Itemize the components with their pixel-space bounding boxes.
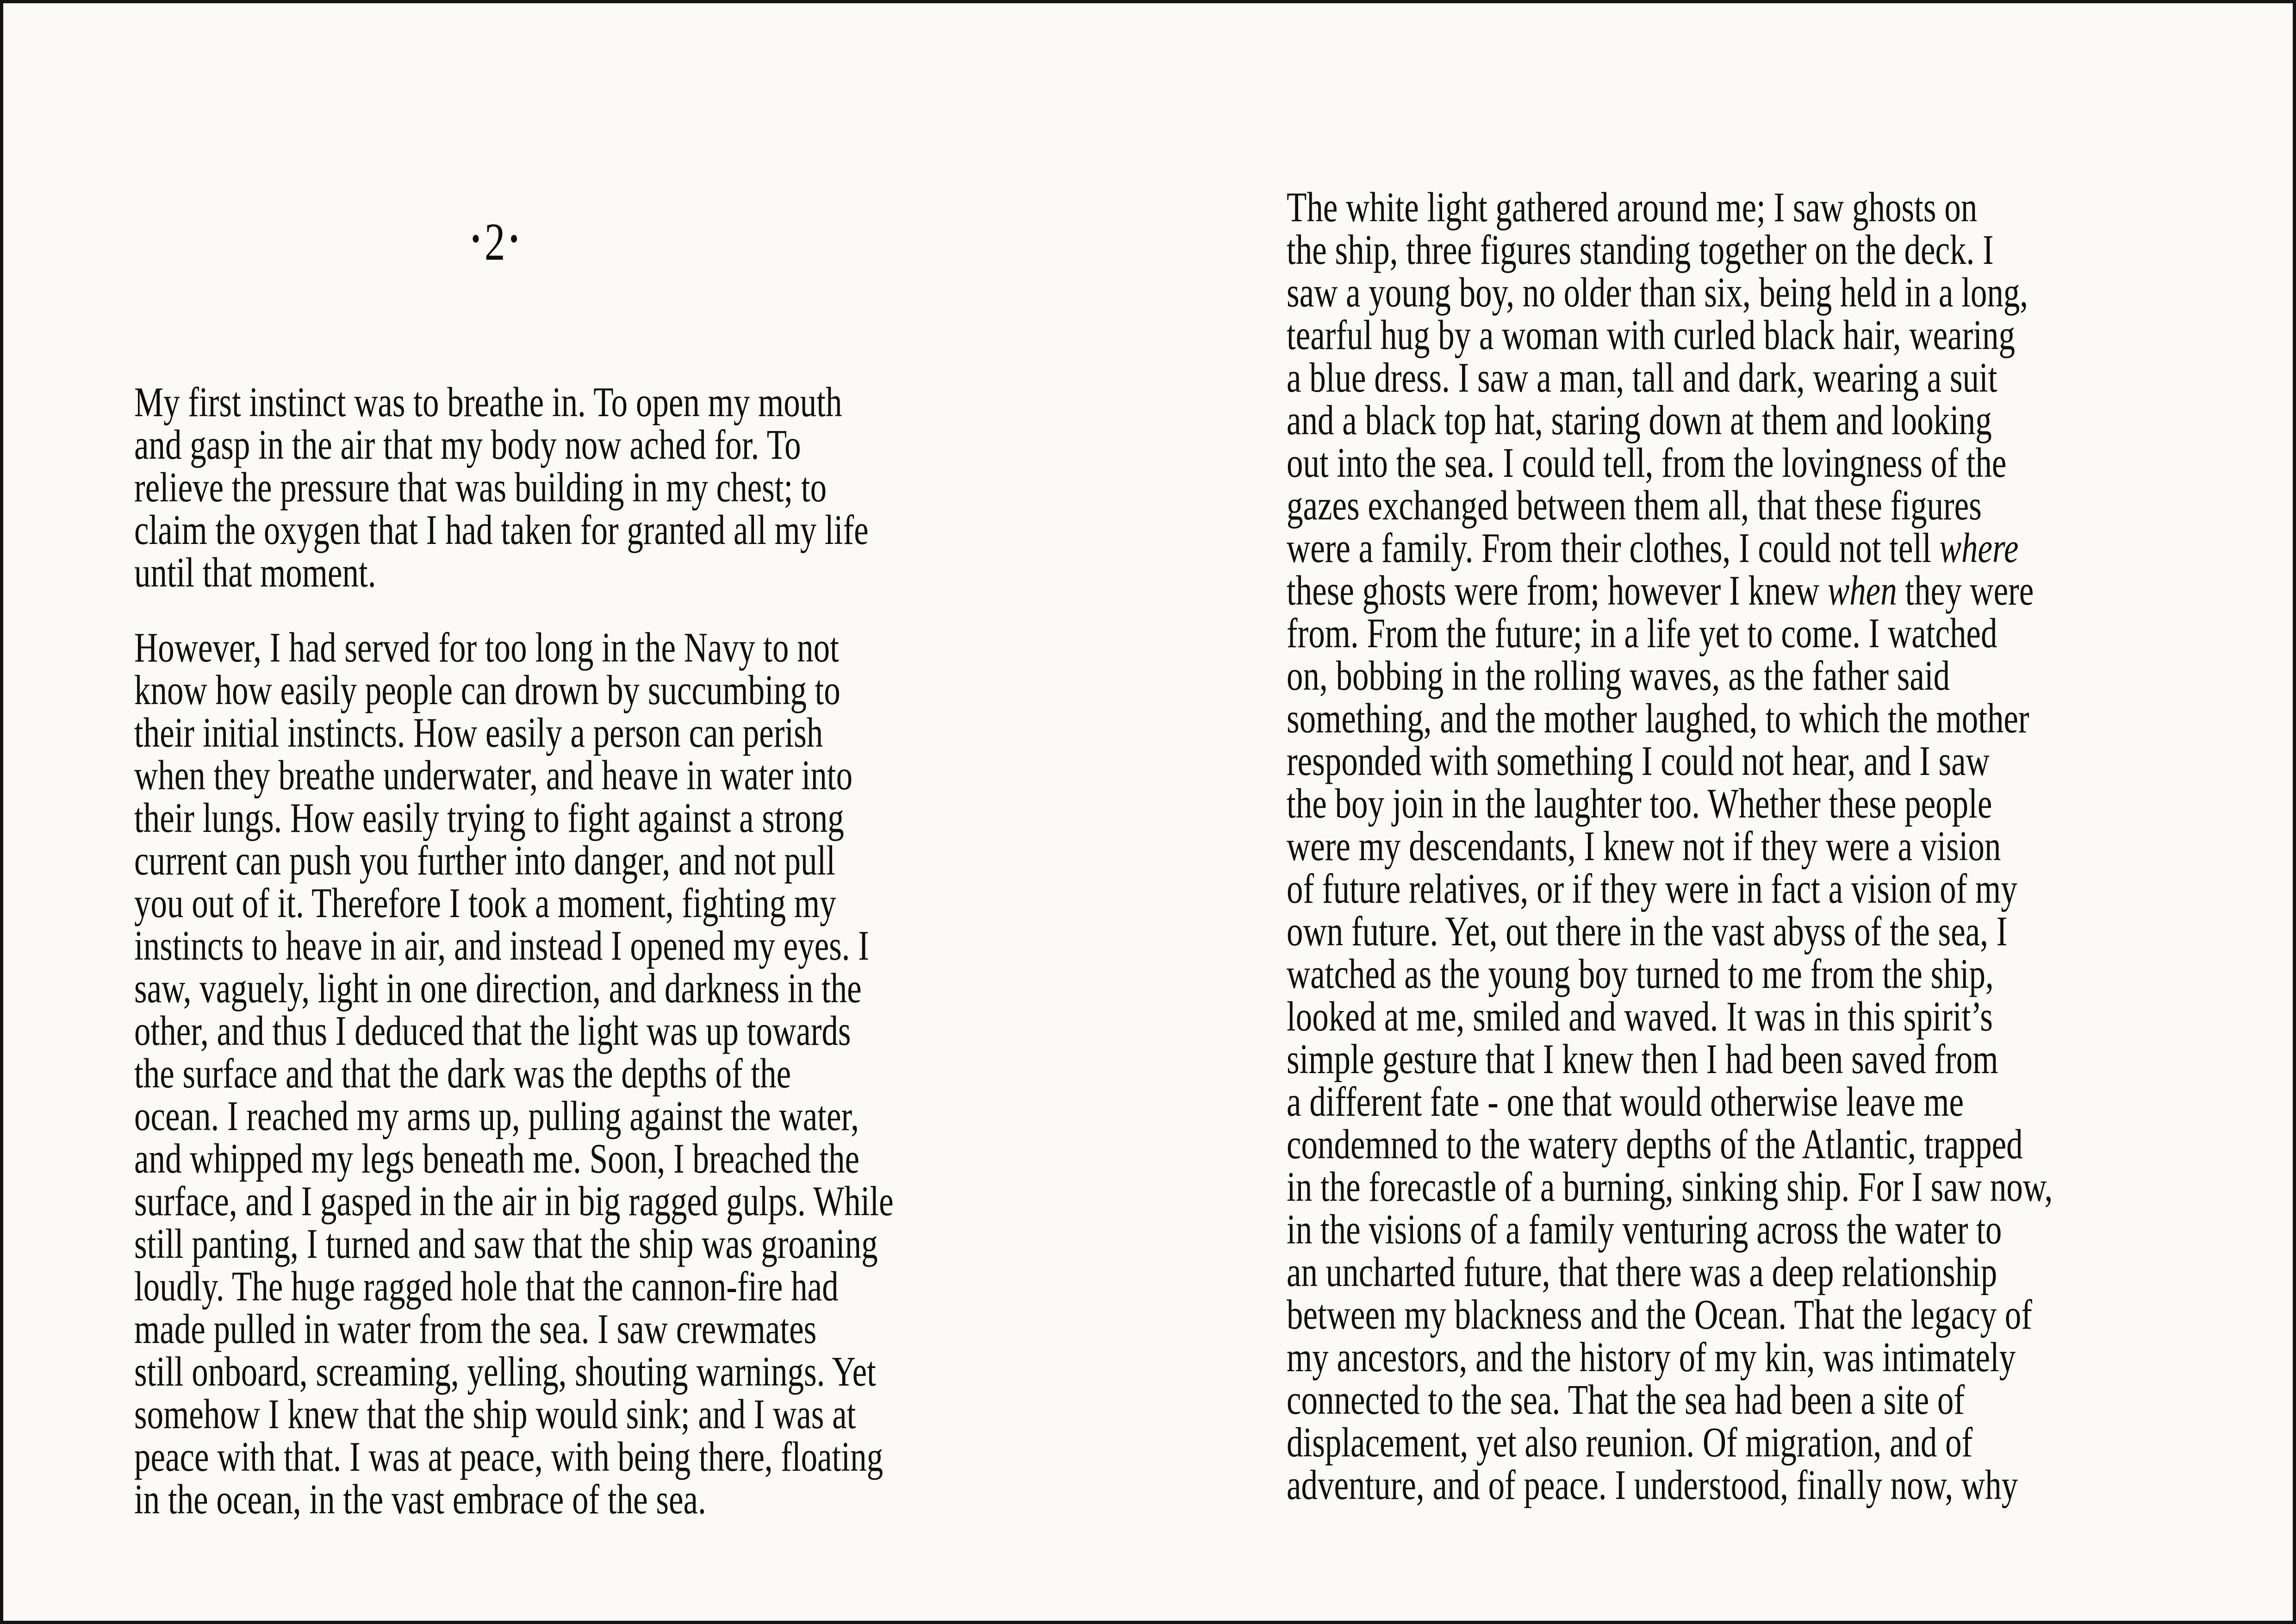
text-line: a different fate - one that would otherwise leave me: [1287, 1078, 1964, 1125]
right-column: [1287, 186, 2178, 1506]
text-line: somehow I knew that the ship would sink; and I was at: [134, 1391, 856, 1437]
text-line: watched as the young boy turned to me from the ship,: [1287, 950, 1994, 997]
text-line: current can push you further into danger, and not pull: [134, 837, 835, 884]
text-line: still onboard, screaming, yelling, shouting warnings. Yet: [134, 1348, 876, 1395]
text-line: an uncharted future, that there was a deep relationship: [1287, 1249, 1997, 1295]
paragraph: [134, 626, 1026, 1521]
bullet-icon: •: [471, 221, 481, 257]
text-line: until that moment.: [134, 549, 376, 596]
text-line: displacement, yet also reunion. Of migration, and of: [1287, 1419, 1973, 1466]
text-line: between my blackness and the Ocean. That the legacy of: [1287, 1291, 2032, 1338]
text-line: peace with that. I was at peace, with being there, floating: [134, 1433, 884, 1480]
text-line: out into the sea. I could tell, from the lovingness of the: [1287, 439, 2007, 486]
text-line: their initial instincts. How easily a person can perish: [134, 709, 823, 756]
text-line: were a family. From their clothes, I could not tell where: [1287, 525, 2019, 571]
chapter-number: 2: [484, 212, 506, 271]
text-line: made pulled in water from the sea. I saw crewmates: [134, 1305, 817, 1352]
text-line: own future. Yet, out there in the vast abyss of the sea, I: [1287, 908, 2008, 955]
paragraph: [134, 381, 1026, 594]
text-line: these ghosts were from; however I knew when they were: [1287, 567, 2034, 614]
text-line: on, bobbing in the rolling waves, as the father said: [1287, 652, 1950, 699]
text-line: a blue dress. I saw a man, tall and dark, wearing a suit: [1287, 354, 1997, 401]
text-line: surface, and I gasped in the air in big ragged gulps. While: [134, 1178, 894, 1224]
text-line: were my descendants, I knew not if they were a vision: [1287, 823, 2001, 869]
text-line: However, I had served for too long in the Navy to not: [134, 624, 839, 671]
text-line: the surface and that the dark was the depths of the: [134, 1050, 791, 1097]
left-column: [134, 202, 1026, 1521]
text-line: adventure, and of peace. I understood, finally now, why: [1287, 1462, 2018, 1508]
text-line: you out of it. Therefore I took a moment, fighting my: [134, 880, 836, 926]
text-line: responded with something I could not hear, and I saw: [1287, 737, 1990, 784]
text-line: the boy join in the laughter too. Whether these people: [1287, 780, 1992, 827]
text-line: My first instinct was to breathe in. To open my mouth: [134, 379, 842, 425]
text-line: The white light gathered around me; I saw ghosts on: [1287, 184, 1978, 231]
text-line: the ship, three figures standing together on the deck. I: [1287, 226, 1994, 273]
text-line: gazes exchanged between them all, that these figures: [1287, 482, 1982, 529]
text-line: and a black top hat, staring down at them and looking: [1287, 397, 1992, 443]
text-line: tearful hug by a woman with curled black hair, wearing: [1287, 312, 2015, 358]
chapter-heading: [134, 202, 856, 279]
text-line: their lungs. How easily trying to fight against a strong: [134, 794, 844, 841]
text-line: when they breathe underwater, and heave in water into: [134, 752, 853, 799]
bullet-icon: •: [510, 221, 519, 257]
text-line: connected to the sea. That the sea had been a site of: [1287, 1376, 1965, 1423]
text-line: looked at me, smiled and waved. It was in this spirit’s: [1287, 993, 1993, 1040]
paragraph: [1287, 186, 2178, 1506]
text-line: saw a young boy, no older than six, being held in a long,: [1287, 269, 2028, 316]
text-line: in the forecastle of a burning, sinking ship. For I saw now,: [1287, 1163, 2053, 1210]
text-line: of future relatives, or if they were in fact a vision of my: [1287, 865, 2017, 912]
text-line: saw, vaguely, light in one direction, and darkness in the: [134, 965, 862, 1012]
text-line: still panting, I turned and saw that the ship was groaning: [134, 1220, 878, 1267]
text-line: other, and thus I deduced that the light was up towards: [134, 1007, 851, 1054]
text-line: know how easily people can drown by succumbing to: [134, 667, 840, 713]
text-line: something, and the mother laughed, to which the mother: [1287, 695, 2029, 742]
text-line: simple gesture that I knew then I had been saved from: [1287, 1036, 1998, 1082]
text-line: loudly. The huge ragged hole that the cannon-fire had: [134, 1263, 839, 1310]
text-line: claim the oxygen that I had taken for granted all my life: [134, 506, 869, 553]
text-line: and gasp in the air that my body now ached for. To: [134, 421, 801, 468]
text-line: ocean. I reached my arms up, pulling against the water,: [134, 1093, 859, 1139]
text-line: in the ocean, in the vast embrace of the sea.: [134, 1476, 706, 1523]
text-line: condemned to the watery depths of the Atlantic, trapped: [1287, 1121, 2023, 1168]
text-line: relieve the pressure that was building in my chest; to: [134, 464, 827, 511]
text-line: in the visions of a family venturing across the water to: [1287, 1206, 2002, 1253]
text-line: instincts to heave in air, and instead I opened my eyes. I: [134, 922, 869, 969]
text-line: and whipped my legs beneath me. Soon, I breached the: [134, 1135, 860, 1182]
text-line: my ancestors, and the history of my kin, was intimately: [1287, 1334, 2016, 1380]
text-line: from. From the future; in a life yet to come. I watched: [1287, 610, 1997, 656]
